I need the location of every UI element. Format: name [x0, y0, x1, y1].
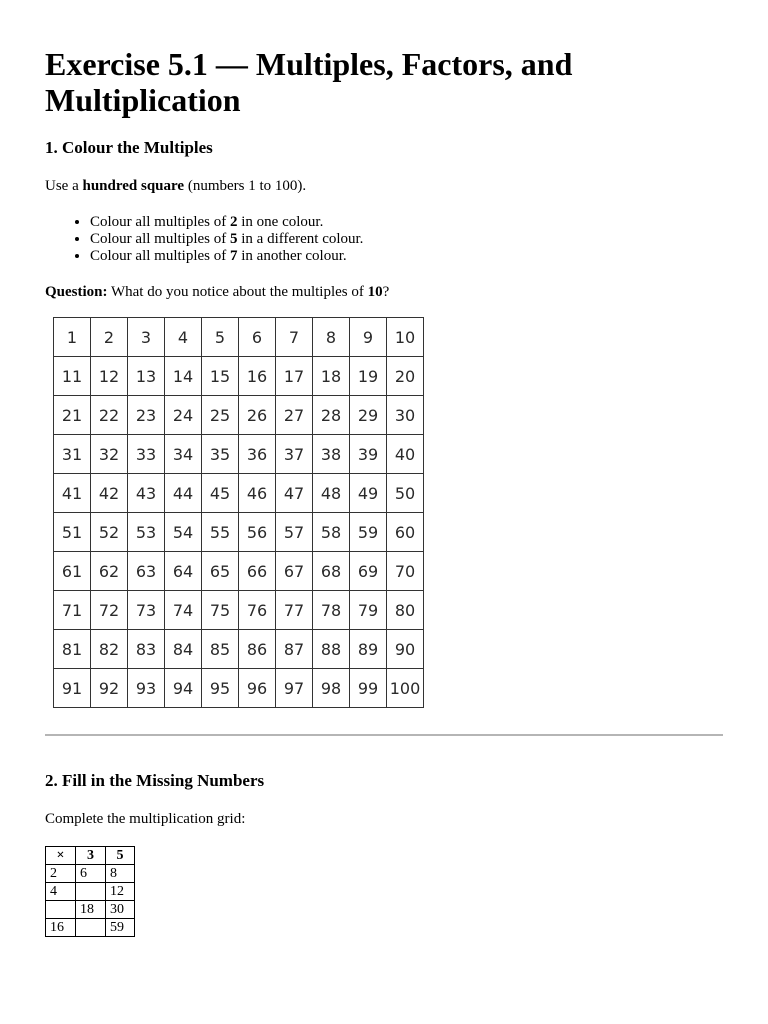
section-1-heading: 1. Colour the Multiples [45, 138, 213, 157]
hundred-square [53, 317, 424, 708]
hundred-square-row [54, 396, 424, 435]
hundred-square-cell[interactable]: 9 [350, 318, 387, 357]
grid-header-cell: 3 [76, 847, 106, 865]
grid-row [46, 901, 135, 919]
hundred-square-row [54, 630, 424, 669]
hundred-square-cell[interactable]: 22 [91, 396, 128, 435]
intro-suffix: (numbers 1 to 100). [184, 178, 307, 194]
hundred-square-cell[interactable]: 59 [350, 513, 387, 552]
grid-cell[interactable]: 16 [46, 919, 76, 937]
hundred-square-cell[interactable]: 64 [165, 552, 202, 591]
hundred-square-cell[interactable]: 73 [128, 591, 165, 630]
section-2-instruction: Complete the multiplication grid: [45, 811, 246, 827]
hundred-square-cell[interactable]: 48 [313, 474, 350, 513]
question-end: ? [382, 284, 390, 300]
hundred-square-cell[interactable]: 21 [54, 396, 91, 435]
grid-row [46, 919, 135, 937]
hundred-square-cell[interactable]: 42 [91, 474, 128, 513]
hundred-square-cell[interactable]: 23 [128, 396, 165, 435]
hundred-square-row [54, 318, 424, 357]
hundred-square-cell[interactable]: 75 [202, 591, 239, 630]
instruction-number: 2 [230, 214, 238, 230]
hundred-square-cell[interactable]: 97 [276, 669, 313, 708]
hundred-square-cell[interactable]: 51 [54, 513, 91, 552]
hundred-square-cell[interactable]: 84 [165, 630, 202, 669]
grid-row [46, 883, 135, 901]
section-2-heading: 2. Fill in the Missing Numbers [45, 771, 265, 790]
hundred-square-cell[interactable]: 91 [54, 669, 91, 708]
grid-cell[interactable] [46, 901, 76, 919]
worksheet-page [45, 46, 723, 937]
hundred-square-cell[interactable]: 76 [239, 591, 276, 630]
hundred-square-cell[interactable]: 74 [165, 591, 202, 630]
multiplication-grid [45, 846, 135, 937]
hundred-square-cell[interactable]: 44 [165, 474, 202, 513]
hundred-square-cell[interactable]: 20 [387, 357, 424, 396]
grid-cell[interactable]: 18 [76, 901, 106, 919]
hundred-square-cell[interactable]: 4 [165, 318, 202, 357]
instruction-prefix: Colour all multiples of [90, 214, 230, 230]
grid-cell[interactable]: 59 [106, 919, 135, 937]
hundred-square-cell[interactable]: 72 [91, 591, 128, 630]
question-number: 10 [367, 284, 383, 300]
hundred-square-cell[interactable]: 25 [202, 396, 239, 435]
question [45, 284, 723, 301]
instruction-item [90, 248, 723, 265]
hundred-square-cell[interactable]: 38 [313, 435, 350, 474]
intro-bold: hundred square [82, 178, 185, 194]
section-1-intro [45, 178, 723, 195]
hundred-square-cell[interactable]: 49 [350, 474, 387, 513]
hundred-square-cell[interactable]: 77 [276, 591, 313, 630]
hundred-square-cell[interactable]: 69 [350, 552, 387, 591]
instruction-number: 7 [230, 248, 238, 264]
hundred-square-row [54, 591, 424, 630]
hundred-square-cell[interactable]: 78 [313, 591, 350, 630]
hundred-square-cell[interactable]: 89 [350, 630, 387, 669]
hundred-square-cell[interactable]: 33 [128, 435, 165, 474]
hundred-square-cell[interactable]: 100 [387, 669, 424, 708]
hundred-square-cell[interactable]: 17 [276, 357, 313, 396]
hundred-square-cell[interactable]: 65 [202, 552, 239, 591]
page-title: Exercise 5.1 — Multiples, Factors, and Multiplication [45, 46, 573, 118]
instruction-suffix: in a different colour. [237, 231, 364, 247]
hundred-square-cell[interactable]: 6 [239, 318, 276, 357]
hundred-square-row [54, 669, 424, 708]
question-label: Question: [45, 284, 108, 300]
hundred-square-cell[interactable]: 86 [239, 630, 276, 669]
hundred-square-cell[interactable]: 71 [54, 591, 91, 630]
hundred-square-cell[interactable]: 13 [128, 357, 165, 396]
hundred-square-cell[interactable]: 45 [202, 474, 239, 513]
section-divider [45, 734, 723, 736]
hundred-square-cell[interactable]: 16 [239, 357, 276, 396]
hundred-square-cell[interactable]: 79 [350, 591, 387, 630]
question-text: What do you notice about the multiples of [107, 284, 368, 300]
grid-cell[interactable] [76, 919, 106, 937]
hundred-square-cell[interactable]: 60 [387, 513, 424, 552]
hundred-square-cell[interactable]: 50 [387, 474, 424, 513]
instruction-number: 5 [230, 231, 238, 247]
hundred-square-cell[interactable]: 82 [91, 630, 128, 669]
instruction-item [90, 231, 723, 248]
grid-cell[interactable]: 4 [46, 883, 76, 901]
instruction-prefix: Colour all multiples of [90, 231, 230, 247]
hundred-square-cell[interactable]: 95 [202, 669, 239, 708]
grid-cell[interactable] [76, 883, 106, 901]
hundred-square-cell[interactable]: 29 [350, 396, 387, 435]
hundred-square-cell[interactable]: 55 [202, 513, 239, 552]
hundred-square-cell[interactable]: 70 [387, 552, 424, 591]
hundred-square-cell[interactable]: 10 [387, 318, 424, 357]
hundred-square-cell[interactable]: 67 [276, 552, 313, 591]
hundred-square-row [54, 552, 424, 591]
hundred-square-cell[interactable]: 32 [91, 435, 128, 474]
hundred-square-cell[interactable]: 27 [276, 396, 313, 435]
hundred-square-cell[interactable]: 96 [239, 669, 276, 708]
hundred-square-cell[interactable]: 62 [91, 552, 128, 591]
hundred-square-cell[interactable]: 57 [276, 513, 313, 552]
hundred-square-cell[interactable]: 80 [387, 591, 424, 630]
hundred-square-cell[interactable]: 28 [313, 396, 350, 435]
hundred-square-cell[interactable]: 15 [202, 357, 239, 396]
intro-prefix: Use a [45, 178, 83, 194]
hundred-square-cell[interactable]: 43 [128, 474, 165, 513]
grid-cell[interactable]: 12 [106, 883, 135, 901]
hundred-square-cell[interactable]: 68 [313, 552, 350, 591]
instruction-prefix: Colour all multiples of [90, 248, 230, 264]
hundred-square-row [54, 435, 424, 474]
grid-header-cell: × [46, 847, 76, 865]
grid-header-row [46, 847, 135, 865]
hundred-square-cell[interactable]: 85 [202, 630, 239, 669]
hundred-square-cell[interactable]: 40 [387, 435, 424, 474]
hundred-square-cell[interactable]: 5 [202, 318, 239, 357]
hundred-square-cell[interactable]: 58 [313, 513, 350, 552]
instruction-list [45, 214, 723, 265]
hundred-square-cell[interactable]: 90 [387, 630, 424, 669]
hundred-square-cell[interactable]: 34 [165, 435, 202, 474]
hundred-square-cell[interactable]: 47 [276, 474, 313, 513]
hundred-square-cell[interactable]: 24 [165, 396, 202, 435]
hundred-square-cell[interactable]: 52 [91, 513, 128, 552]
hundred-square-cell[interactable]: 61 [54, 552, 91, 591]
hundred-square-cell[interactable]: 36 [239, 435, 276, 474]
hundred-square-cell[interactable]: 8 [313, 318, 350, 357]
hundred-square-cell[interactable]: 41 [54, 474, 91, 513]
hundred-square-cell[interactable]: 56 [239, 513, 276, 552]
hundred-square-cell[interactable]: 30 [387, 396, 424, 435]
hundred-square-cell[interactable]: 7 [276, 318, 313, 357]
hundred-square-cell[interactable]: 37 [276, 435, 313, 474]
hundred-square-row [54, 357, 424, 396]
grid-cell[interactable]: 8 [106, 865, 135, 883]
hundred-square-cell[interactable]: 98 [313, 669, 350, 708]
grid-cell[interactable]: 30 [106, 901, 135, 919]
hundred-square-cell[interactable]: 94 [165, 669, 202, 708]
grid-header-cell: 5 [106, 847, 135, 865]
grid-cell[interactable]: 2 [46, 865, 76, 883]
hundred-square-cell[interactable]: 12 [91, 357, 128, 396]
hundred-square-cell[interactable]: 99 [350, 669, 387, 708]
instruction-item [90, 214, 723, 231]
grid-cell[interactable]: 6 [76, 865, 106, 883]
hundred-square-cell[interactable]: 11 [54, 357, 91, 396]
hundred-square-cell[interactable]: 31 [54, 435, 91, 474]
hundred-square-cell[interactable]: 2 [91, 318, 128, 357]
hundred-square-cell[interactable]: 66 [239, 552, 276, 591]
hundred-square-cell[interactable]: 93 [128, 669, 165, 708]
hundred-square-cell[interactable]: 83 [128, 630, 165, 669]
hundred-square-cell[interactable]: 92 [91, 669, 128, 708]
hundred-square-cell[interactable]: 39 [350, 435, 387, 474]
hundred-square-row [54, 474, 424, 513]
hundred-square-cell[interactable]: 63 [128, 552, 165, 591]
hundred-square-cell[interactable]: 35 [202, 435, 239, 474]
hundred-square-cell[interactable]: 46 [239, 474, 276, 513]
instruction-suffix: in another colour. [237, 248, 347, 264]
hundred-square-cell[interactable]: 3 [128, 318, 165, 357]
hundred-square-cell[interactable]: 53 [128, 513, 165, 552]
hundred-square-cell[interactable]: 54 [165, 513, 202, 552]
hundred-square-cell[interactable]: 14 [165, 357, 202, 396]
hundred-square-cell[interactable]: 1 [54, 318, 91, 357]
hundred-square-cell[interactable]: 18 [313, 357, 350, 396]
hundred-square-cell[interactable]: 87 [276, 630, 313, 669]
hundred-square-row [54, 513, 424, 552]
grid-row [46, 865, 135, 883]
hundred-square-cell[interactable]: 88 [313, 630, 350, 669]
hundred-square-cell[interactable]: 81 [54, 630, 91, 669]
hundred-square-cell[interactable]: 26 [239, 396, 276, 435]
hundred-square-cell[interactable]: 19 [350, 357, 387, 396]
instruction-suffix: in one colour. [237, 214, 324, 230]
